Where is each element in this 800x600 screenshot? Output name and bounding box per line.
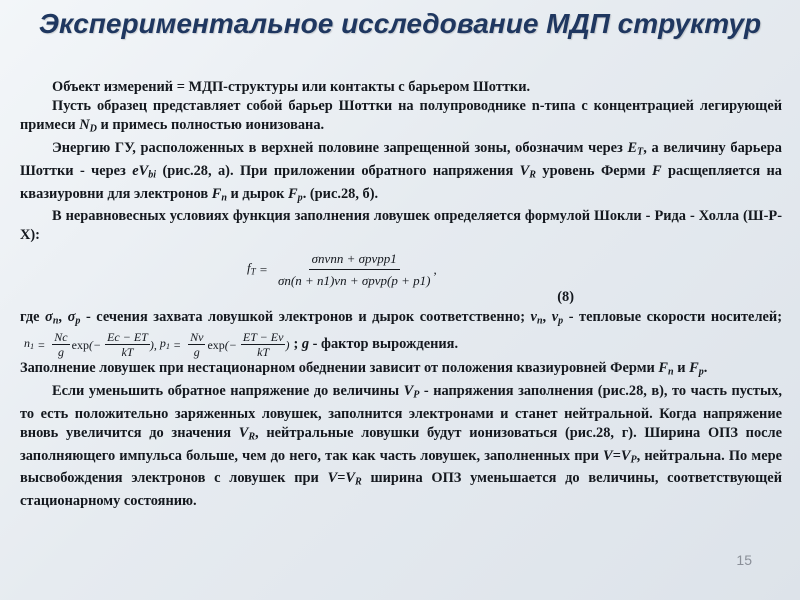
- symbol-sigma-p: $\sigma_p$: [67, 308, 81, 327]
- formula-comma: ,: [433, 262, 437, 278]
- formula-numerator: σnvnn + σpvpp1: [309, 249, 400, 270]
- paren-open: (−: [88, 337, 102, 352]
- text-fragment: ;: [293, 336, 302, 353]
- formula-p1-lhs: $p_1$: [159, 335, 171, 351]
- paragraph-srh-intro: В неравновесных условиях функция заполнения ловушек определяется формулой Шокли - Рида - Холла (Ш-Р-Х):: [20, 208, 782, 244]
- formula-eq: =: [170, 337, 185, 352]
- symbol-sigma-n: $\sigma_n$: [45, 308, 59, 327]
- text-fragment: где: [20, 308, 46, 325]
- symbol-vp: $v_p$: [551, 308, 564, 327]
- symbol-vr: $V_R$: [519, 162, 537, 181]
- equation-number: (8): [557, 288, 574, 305]
- text-fragment: Пусть образец представляет собой барьер Шоттки на полупроводнике n-типа с концентрацией легирующей примеси: [20, 98, 782, 134]
- text-fragment: .: [703, 360, 708, 377]
- paren-close: ): [149, 337, 154, 352]
- paren-close: ): [285, 337, 290, 352]
- text-fragment: - напряжения заполнения (рис.28, в), то часть пустых, то есть положительно заряженных ловушек, заполнится электронами и станет нейтральной. Когда напряжение вновь увеличится до значения: [20, 383, 783, 442]
- symbol-vn: $v_n$: [530, 308, 543, 327]
- symbol-et: $E_T$: [627, 140, 644, 158]
- text-fragment: - тепловые скорости носителей;: [563, 308, 782, 325]
- text-fragment: ширина ОПЗ уменьшается до величины, соответствующей стационарному состоянию.: [20, 470, 782, 510]
- slide-body: [20, 78, 782, 511]
- text-fragment: , нейтральна. По мере высвобождения электронов с ловушек при: [20, 447, 782, 487]
- symbol-v-eq-vp: $V=V_P$: [603, 447, 637, 466]
- symbol-fn: $F_n$: [211, 185, 227, 204]
- paragraph-sample: [20, 97, 782, 139]
- formula-eq: =: [255, 262, 271, 278]
- symbol-vr: $V_R$: [238, 425, 256, 443]
- formula-n1-p1: [24, 330, 289, 359]
- formula-separator: ,: [153, 337, 160, 352]
- symbol-fp: $F_p$: [689, 360, 704, 378]
- paren-open: (−: [224, 337, 237, 352]
- formula-srh: [247, 250, 782, 290]
- text-fragment: Если уменьшить обратное напряжение до величины: [52, 383, 404, 400]
- formula-n1-frac: $\frac{Nc}{g}$: [54, 330, 68, 360]
- page-number: 15: [736, 552, 752, 568]
- text-fragment: и дырок: [226, 185, 289, 202]
- paragraph-filling: [20, 359, 782, 382]
- formula-denominator: σn(n + n1)vn + σpvp(p + p1): [277, 273, 431, 289]
- formula-eq: =: [34, 337, 49, 352]
- formula-exp: exp: [71, 337, 89, 352]
- symbol-vp-voltage: $V_P$: [403, 383, 420, 401]
- text-fragment: уровень Ферми: [536, 162, 652, 179]
- paragraph-measurement-object: Объект измерений = МДП-структуры или контакты с барьером Шоттки.: [52, 79, 531, 95]
- formula-exp: exp: [207, 337, 225, 352]
- text-fragment: Энергию ГУ, расположенных в верхней половине запрещенной зоны, обозначим через: [52, 140, 628, 157]
- text-fragment: ,: [542, 308, 552, 325]
- symbol-fn: $F_n$: [658, 360, 674, 378]
- symbol-nd: $N_D$: [79, 117, 97, 135]
- text-fragment: (рис.28, а). При приложении обратного напряжения: [156, 162, 520, 179]
- text-fragment: Заполнение ловушек при нестационарном обеднении зависит от положения квазиуровней Ферми: [20, 360, 659, 377]
- symbol-fp: $F_p$: [288, 185, 303, 204]
- text-fragment: и примесь полностью ионизована.: [96, 117, 325, 134]
- text-fragment: ,: [58, 308, 68, 325]
- symbol-evbi: $eV_{bi}$: [132, 162, 157, 181]
- formula-p1-frac: $\frac{Nv}{g}$: [190, 330, 204, 360]
- paragraph-voltage-reduction: [20, 382, 782, 511]
- text-fragment: расщепляется на квазиуровни для электронов: [20, 162, 783, 202]
- paragraph-energy: [20, 139, 782, 207]
- text-fragment: . (рис.28, б).: [302, 185, 379, 202]
- text-fragment: , а величину барьера Шоттки - через: [20, 140, 782, 179]
- formula-n1-arg: $\frac{Ec - ET}{kT}$: [107, 330, 148, 360]
- symbol-f: F: [652, 162, 662, 179]
- text-fragment: - фактор вырождения.: [309, 336, 459, 353]
- text-fragment: - сечения захвата ловушкой электронов и дырок соответственно;: [80, 308, 531, 325]
- text-fragment: и: [673, 360, 690, 377]
- slide-title: Экспериментальное исследование МДП структур: [38, 8, 762, 39]
- text-fragment: , нейтральные ловушки будут ионизоваться (рис.28, г). Ширина ОПЗ после заполняющего импульса больше, чем до него, так как часть ловушек, заполненных при: [20, 425, 782, 464]
- symbol-g: g: [301, 336, 310, 353]
- formula-fraction: [275, 249, 437, 290]
- formula-n1-lhs: $n_1$: [24, 335, 35, 351]
- symbol-v-eq-vr: $V=V_R$: [327, 470, 362, 488]
- paragraph-definitions: [20, 308, 782, 360]
- formula-p1-arg: $\frac{ET - Ev}{kT}$: [242, 330, 284, 360]
- formula-lhs: $f_T$: [247, 259, 256, 277]
